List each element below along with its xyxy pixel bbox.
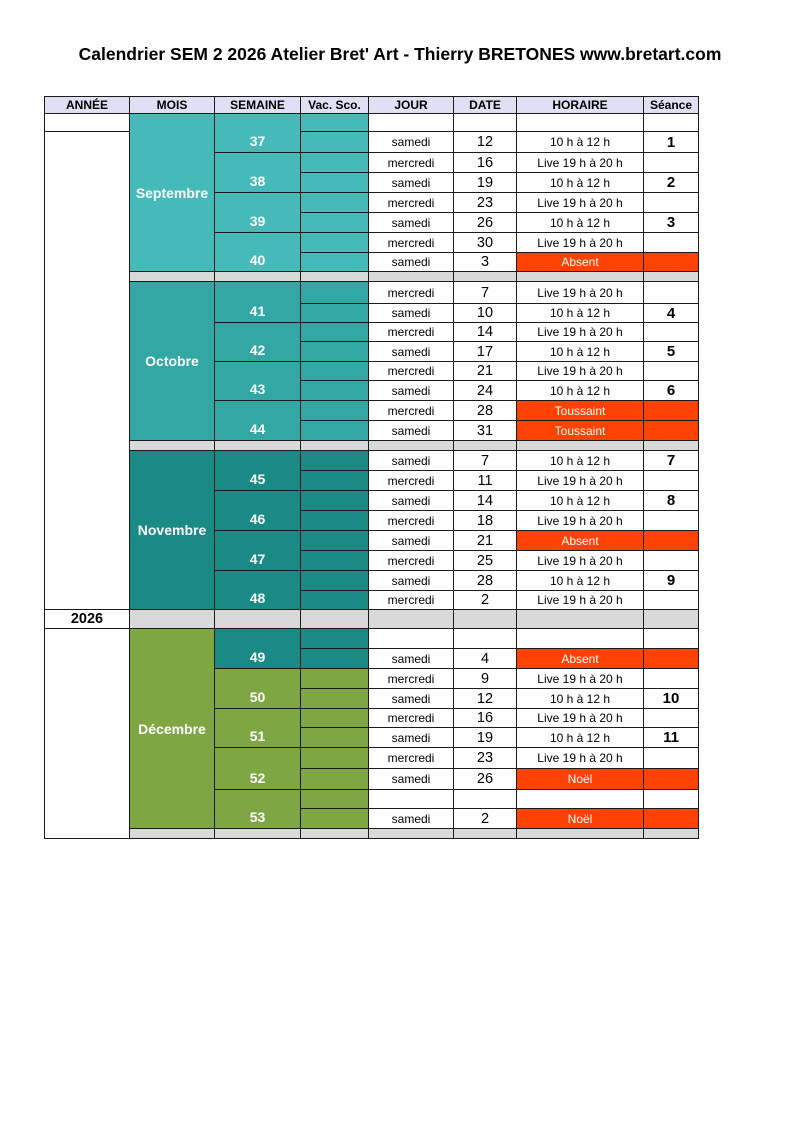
session-seance [643, 152, 699, 173]
week-number: 42 [214, 322, 301, 362]
vac-cell [300, 550, 369, 571]
session-day: mercredi [368, 232, 454, 253]
session-date: 19 [453, 172, 517, 193]
session-seance [643, 530, 699, 551]
vac-cell [300, 708, 369, 728]
session-horaire: 10 h à 12 h [516, 303, 644, 323]
separator-cell [643, 828, 699, 839]
session-day: samedi [368, 341, 454, 362]
week-number: 44 [214, 400, 301, 441]
header-annee: ANNÉE [44, 96, 130, 114]
session-day: mercredi [368, 470, 454, 491]
vac-cell [300, 232, 369, 253]
session-seance [643, 400, 699, 421]
separator-cell [368, 609, 454, 629]
session-day: samedi [368, 768, 454, 790]
session-day: mercredi [368, 400, 454, 421]
vac-cell [300, 628, 369, 649]
blank-cell [643, 789, 699, 809]
session-seance: 6 [643, 380, 699, 401]
separator-cell [368, 828, 454, 839]
session-seance [643, 281, 699, 304]
week-number: 39 [214, 192, 301, 233]
vac-cell [300, 768, 369, 790]
session-seance [643, 322, 699, 342]
session-date: 7 [453, 281, 517, 304]
session-seance: 2 [643, 172, 699, 193]
week-number: 43 [214, 361, 301, 401]
session-seance [643, 708, 699, 728]
header-vac: Vac. Sco. [300, 96, 369, 114]
session-date: 2 [453, 590, 517, 610]
session-date: 12 [453, 131, 517, 153]
session-date: 25 [453, 550, 517, 571]
session-date: 12 [453, 688, 517, 709]
session-day: samedi [368, 530, 454, 551]
session-day: mercredi [368, 590, 454, 610]
vac-cell [300, 727, 369, 748]
session-date: 26 [453, 212, 517, 233]
session-date: 26 [453, 768, 517, 790]
session-day: mercredi [368, 192, 454, 213]
session-seance [643, 470, 699, 491]
session-day: mercredi [368, 361, 454, 381]
session-day: mercredi [368, 668, 454, 689]
session-date: 23 [453, 747, 517, 769]
session-day: samedi [368, 490, 454, 511]
separator-cell [516, 828, 644, 839]
session-day: mercredi [368, 510, 454, 531]
separator-cell [300, 609, 369, 629]
session-day: samedi [368, 212, 454, 233]
session-day: samedi [368, 727, 454, 748]
separator-cell [453, 828, 517, 839]
session-horaire: Noël [516, 808, 644, 829]
vac-cell [300, 152, 369, 173]
session-seance [643, 420, 699, 441]
vac-cell [300, 747, 369, 769]
session-horaire: Toussaint [516, 400, 644, 421]
session-seance [643, 192, 699, 213]
session-seance: 8 [643, 490, 699, 511]
week-number: 52 [214, 747, 301, 790]
vac-cell [300, 450, 369, 471]
session-horaire: Toussaint [516, 420, 644, 441]
page-title: Calendrier SEM 2 2026 Atelier Bret' Art - Thierry BRETONES www.bretart.com [78, 44, 722, 64]
session-date: 3 [453, 252, 517, 272]
blank-cell [453, 789, 517, 809]
separator-cell [516, 609, 644, 629]
blank-cell [368, 113, 454, 132]
separator-cell [453, 271, 517, 282]
vac-cell [300, 668, 369, 689]
session-seance [643, 361, 699, 381]
session-horaire: 10 h à 12 h [516, 131, 644, 153]
blank-cell [643, 628, 699, 649]
week-number: 51 [214, 708, 301, 748]
session-seance: 1 [643, 131, 699, 153]
session-horaire: Live 19 h à 20 h [516, 747, 644, 769]
session-horaire: 10 h à 12 h [516, 380, 644, 401]
session-horaire: Live 19 h à 20 h [516, 361, 644, 381]
vac-cell [300, 688, 369, 709]
vac-cell [300, 212, 369, 233]
session-date: 23 [453, 192, 517, 213]
session-seance [643, 668, 699, 689]
separator-cell [516, 271, 644, 282]
blank-cell [643, 113, 699, 132]
session-day: samedi [368, 450, 454, 471]
session-horaire: Live 19 h à 20 h [516, 281, 644, 304]
session-seance [643, 747, 699, 769]
session-day: mercredi [368, 322, 454, 342]
week-number: 41 [214, 281, 301, 323]
header-date: DATE [453, 96, 517, 114]
session-seance [643, 232, 699, 253]
blank-cell [516, 113, 644, 132]
session-date: 21 [453, 530, 517, 551]
blank-cell [516, 628, 644, 649]
session-horaire: Live 19 h à 20 h [516, 322, 644, 342]
session-date: 28 [453, 570, 517, 591]
session-date: 16 [453, 152, 517, 173]
session-seance [643, 510, 699, 531]
vac-cell [300, 172, 369, 193]
separator-cell [643, 609, 699, 629]
separator-cell [214, 609, 301, 629]
session-date: 17 [453, 341, 517, 362]
session-seance: 7 [643, 450, 699, 471]
session-seance: 10 [643, 688, 699, 709]
month-decembre: Décembre [129, 628, 215, 829]
blank-cell [516, 789, 644, 809]
session-day: samedi [368, 252, 454, 272]
separator-cell [453, 609, 517, 629]
year-spacer-bottom [44, 628, 130, 839]
session-date: 2 [453, 808, 517, 829]
week-number: 37 [214, 113, 301, 153]
separator-cell [300, 828, 369, 839]
header-seance: Séance [643, 96, 699, 114]
session-horaire: 10 h à 12 h [516, 341, 644, 362]
session-date: 30 [453, 232, 517, 253]
separator-cell [214, 828, 301, 839]
session-date: 14 [453, 490, 517, 511]
separator-cell [129, 440, 215, 451]
session-horaire: Live 19 h à 20 h [516, 668, 644, 689]
vac-cell [300, 490, 369, 511]
separator-cell [643, 271, 699, 282]
session-date: 31 [453, 420, 517, 441]
vac-cell [300, 113, 369, 132]
week-number: 50 [214, 668, 301, 709]
vac-cell [300, 341, 369, 362]
session-seance: 9 [643, 570, 699, 591]
separator-cell [368, 271, 454, 282]
session-day: samedi [368, 303, 454, 323]
separator-cell [129, 271, 215, 282]
session-day: mercredi [368, 152, 454, 173]
session-day: mercredi [368, 747, 454, 769]
separator-cell [643, 440, 699, 451]
year-label: 2026 [44, 609, 130, 629]
session-horaire: Live 19 h à 20 h [516, 470, 644, 491]
week-number: 46 [214, 490, 301, 531]
header-semaine: SEMAINE [214, 96, 301, 114]
session-day: mercredi [368, 550, 454, 571]
separator-cell [516, 440, 644, 451]
session-date: 28 [453, 400, 517, 421]
session-horaire: 10 h à 12 h [516, 450, 644, 471]
session-day: mercredi [368, 708, 454, 728]
week-number: 48 [214, 570, 301, 610]
session-horaire: 10 h à 12 h [516, 172, 644, 193]
vac-cell [300, 322, 369, 342]
session-seance: 3 [643, 212, 699, 233]
session-horaire: Noël [516, 768, 644, 790]
session-seance [643, 550, 699, 571]
vac-cell [300, 590, 369, 610]
session-date: 4 [453, 648, 517, 669]
session-date: 18 [453, 510, 517, 531]
separator-cell [129, 828, 215, 839]
session-horaire: Absent [516, 648, 644, 669]
session-horaire: Live 19 h à 20 h [516, 708, 644, 728]
session-horaire: 10 h à 12 h [516, 570, 644, 591]
session-date: 21 [453, 361, 517, 381]
separator-cell [129, 609, 215, 629]
session-date: 24 [453, 380, 517, 401]
calendar-table [44, 96, 698, 839]
vac-cell [300, 400, 369, 421]
vac-cell [300, 281, 369, 304]
vac-cell [300, 131, 369, 153]
session-date: 10 [453, 303, 517, 323]
week-number: 49 [214, 628, 301, 669]
session-horaire: Live 19 h à 20 h [516, 232, 644, 253]
session-day: samedi [368, 380, 454, 401]
session-date: 16 [453, 708, 517, 728]
month-octobre: Octobre [129, 281, 215, 441]
blank-cell [44, 113, 130, 132]
session-date: 19 [453, 727, 517, 748]
vac-cell [300, 470, 369, 491]
session-seance [643, 590, 699, 610]
vac-cell [300, 192, 369, 213]
blank-cell [453, 113, 517, 132]
session-horaire: Absent [516, 530, 644, 551]
vac-cell [300, 808, 369, 829]
session-horaire: Absent [516, 252, 644, 272]
vac-cell [300, 648, 369, 669]
header-mois: MOIS [129, 96, 215, 114]
session-day: samedi [368, 420, 454, 441]
session-horaire: 10 h à 12 h [516, 212, 644, 233]
vac-cell [300, 510, 369, 531]
separator-cell [368, 440, 454, 451]
session-horaire: Live 19 h à 20 h [516, 192, 644, 213]
session-horaire: Live 19 h à 20 h [516, 590, 644, 610]
session-seance: 11 [643, 727, 699, 748]
vac-cell [300, 570, 369, 591]
blank-cell [453, 628, 517, 649]
vac-cell [300, 420, 369, 441]
week-number: 53 [214, 789, 301, 829]
separator-cell [300, 271, 369, 282]
session-day: samedi [368, 648, 454, 669]
session-seance [643, 808, 699, 829]
session-date: 7 [453, 450, 517, 471]
session-seance [643, 648, 699, 669]
session-horaire: 10 h à 12 h [516, 727, 644, 748]
vac-cell [300, 789, 369, 809]
year-spacer-top [44, 131, 130, 610]
vac-cell [300, 252, 369, 272]
separator-cell [214, 271, 301, 282]
session-day: samedi [368, 688, 454, 709]
blank-cell [368, 628, 454, 649]
month-novembre: Novembre [129, 450, 215, 610]
header-horaire: HORAIRE [516, 96, 644, 114]
session-horaire: Live 19 h à 20 h [516, 550, 644, 571]
separator-cell [300, 440, 369, 451]
separator-cell [453, 440, 517, 451]
separator-cell [214, 440, 301, 451]
blank-cell [368, 789, 454, 809]
session-seance [643, 768, 699, 790]
session-day: samedi [368, 808, 454, 829]
session-horaire: Live 19 h à 20 h [516, 510, 644, 531]
week-number: 45 [214, 450, 301, 491]
session-day: mercredi [368, 281, 454, 304]
week-number: 38 [214, 152, 301, 193]
vac-cell [300, 380, 369, 401]
week-number: 40 [214, 232, 301, 272]
vac-cell [300, 303, 369, 323]
header-jour: JOUR [368, 96, 454, 114]
session-seance: 5 [643, 341, 699, 362]
vac-cell [300, 361, 369, 381]
session-day: samedi [368, 131, 454, 153]
session-seance: 4 [643, 303, 699, 323]
session-day: samedi [368, 172, 454, 193]
session-day: samedi [368, 570, 454, 591]
month-septembre: Septembre [129, 113, 215, 272]
vac-cell [300, 530, 369, 551]
session-date: 9 [453, 668, 517, 689]
session-horaire: 10 h à 12 h [516, 688, 644, 709]
session-horaire: 10 h à 12 h [516, 490, 644, 511]
week-number: 47 [214, 530, 301, 571]
session-date: 11 [453, 470, 517, 491]
session-seance [643, 252, 699, 272]
session-date: 14 [453, 322, 517, 342]
session-horaire: Live 19 h à 20 h [516, 152, 644, 173]
